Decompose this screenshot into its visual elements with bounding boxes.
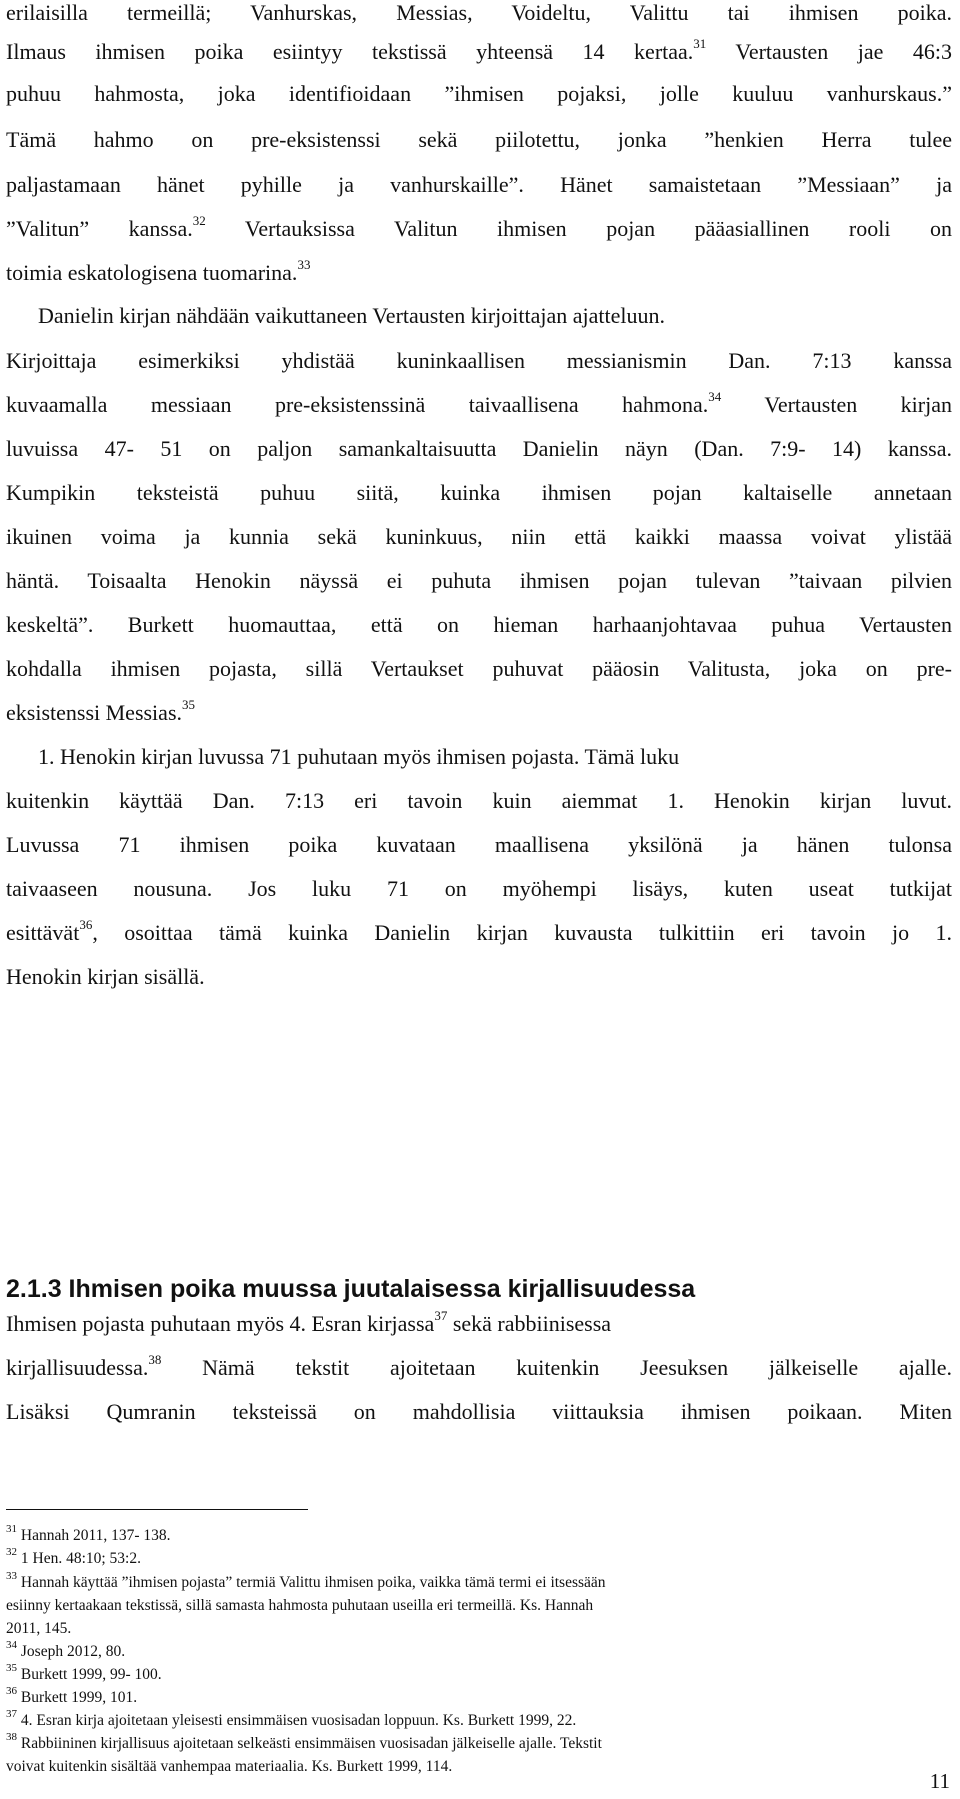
- footnote: $^{32}$ 1 Hen. 48:10; 53:2.: [6, 1545, 141, 1567]
- footnote-number: 37: [6, 1707, 17, 1720]
- body-line: Kirjoittaja esimerkiksi yhdistää kuninkaallisen messianismin Dan. 7:13 kanssa: [6, 348, 952, 373]
- body-line: erilaisilla termeillä; Vanhurskas, Messias, Voideltu, Valittu tai ihmisen poika.: [6, 0, 952, 25]
- body-line: häntä. Toisaalta Henokin näyssä ei puhuta ihmisen pojan tulevan ”taivaan pilvien: [6, 568, 952, 593]
- body-line: Luvussa 71 ihmisen poika kuvataan maallisena yksilönä ja hänen tulonsa: [6, 832, 952, 857]
- body-line: kirjallisuudessa.$^{38}$ Nämä tekstit ajoitetaan kuitenkin Jeesuksen jälkeiselle ajalle.: [6, 1351, 952, 1380]
- footnote-ref: 36: [79, 916, 93, 932]
- body-line: Henokin kirjan sisällä.: [6, 964, 205, 989]
- footnote-number: 31: [6, 1522, 17, 1535]
- page-number: 11: [929, 1769, 950, 1793]
- footnote-number: 35: [6, 1661, 17, 1674]
- footnote-number: 32: [6, 1545, 17, 1558]
- body-line: 1. Henokin kirjan luvussa 71 puhutaan myös ihmisen pojasta. Tämä luku: [38, 744, 680, 769]
- footnote: voivat kuitenkin sisältää vanhempaa materiaalia. Ks. Burkett 1999, 114.: [6, 1758, 453, 1775]
- footnote-number: 34: [6, 1638, 17, 1651]
- footnote: 2011, 145.: [6, 1620, 72, 1637]
- footnote-ref: 37: [434, 1307, 448, 1323]
- footnote: $^{37}$ 4. Esran kirja ajoitetaan yleisesti ensimmäisen vuosisadan loppuun. Ks. Burkett 1999, 22.: [6, 1707, 577, 1729]
- body-line: Danielin kirjan nähdään vaikuttaneen Vertausten kirjoittajan ajatteluun.: [38, 303, 665, 328]
- footnote: $^{33}$ Hannah käyttää ”ihmisen pojasta” termiä Valittu ihmisen poika, vaikka tämä termi ei itsessään: [6, 1569, 606, 1591]
- body-line: kuitenkin käyttää Dan. 7:13 eri tavoin kuin aiemmat 1. Henokin kirjan luvut.: [6, 788, 952, 813]
- footnote: $^{36}$ Burkett 1999, 101.: [6, 1684, 138, 1706]
- body-line: ikuinen voima ja kunnia sekä kuninkuus, niin että kaikki maassa voivat ylistää: [6, 524, 952, 549]
- footnote: $^{35}$ Burkett 1999, 99- 100.: [6, 1661, 162, 1683]
- body-line: puhuu hahmosta, joka identifioidaan ”ihmisen pojaksi, jolle kuuluu vanhurskaus.”: [6, 81, 952, 106]
- body-line: Ilmaus ihmisen poika esiintyy tekstissä yhteensä 14 kertaa.$^{31}$ Vertausten jae 46:3: [6, 35, 952, 64]
- body-line: keskeltä”. Burkett huomauttaa, että on hieman harhaanjohtavaa puhua Vertausten: [6, 612, 952, 637]
- footnote-number: 36: [6, 1684, 17, 1697]
- body-line: eksistenssi Messias.$^{35}$: [6, 696, 195, 725]
- section-heading: 2.1.3 Ihmisen poika muussa juutalaisessa kirjallisuudessa: [6, 1275, 696, 1303]
- body-line: Tämä hahmo on pre-eksistenssi sekä piilotettu, jonka ”henkien Herra tulee: [6, 127, 952, 152]
- footnote-ref: 35: [182, 696, 195, 712]
- footnote-number: 33: [6, 1569, 17, 1582]
- footnote: esiinny kertaakaan tekstissä, sillä samasta hahmosta puhutaan useilla eri termeillä. Ks. Hannah: [6, 1597, 594, 1614]
- body-line: kohdalla ihmisen pojasta, sillä Vertaukset puhuvat pääosin Valitusta, joka on pre-: [6, 656, 952, 681]
- body-line: ”Valitun” kanssa.$^{32}$ Vertauksissa Valitun ihmisen pojan pääasiallinen rooli on: [6, 212, 952, 241]
- footnote-ref: 34: [708, 388, 722, 404]
- body-line: toimia eskatologisena tuomarina.$^{33}$: [6, 256, 311, 285]
- body-line: luvuissa 47- 51 on paljon samankaltaisuutta Danielin näyn (Dan. 7:9- 14) kanssa.: [6, 436, 952, 461]
- body-line: Lisäksi Qumranin teksteissä on mahdollisia viittauksia ihmisen poikaan. Miten: [6, 1399, 952, 1424]
- body-line: kuvaamalla messiaan pre-eksistenssinä taivaallisena hahmona.$^{34}$ Vertausten kirjan: [6, 388, 953, 417]
- body-line: esittävät$^{36}$, osoittaa tämä kuinka Danielin kirjan kuvausta tulkittiin eri tavoin jo 1.: [6, 916, 952, 945]
- footnote-ref: 32: [192, 212, 206, 228]
- footnote-number: 38: [6, 1730, 17, 1743]
- footnote-ref: 33: [297, 256, 311, 272]
- body-line: paljastamaan hänet pyhille ja vanhurskaille”. Hänet samaistetaan ”Messiaan” ja: [6, 172, 952, 197]
- body-line: taivaaseen nousuna. Jos luku 71 on myöhempi lisäys, kuten useat tutkijat: [6, 876, 952, 901]
- footnote-ref: 31: [693, 35, 707, 51]
- footnote-separator: [6, 1509, 308, 1510]
- footnote: $^{34}$ Joseph 2012, 80.: [6, 1638, 126, 1660]
- body-line: Kumpikin teksteistä puhuu siitä, kuinka ihmisen pojan kaltaiselle annetaan: [6, 480, 952, 505]
- body-line: Ihmisen pojasta puhutaan myös 4. Esran kirjassa$^{37}$ sekä rabbiinisessa: [6, 1307, 612, 1336]
- footnote-ref: 38: [148, 1351, 162, 1367]
- footnote: $^{31}$ Hannah 2011, 137- 138.: [6, 1522, 171, 1544]
- footnote: $^{38}$ Rabbiininen kirjallisuus ajoitetaan selkeästi ensimmäisen vuosisadan jälkeiselle ajalle. Tekstit: [6, 1730, 602, 1752]
